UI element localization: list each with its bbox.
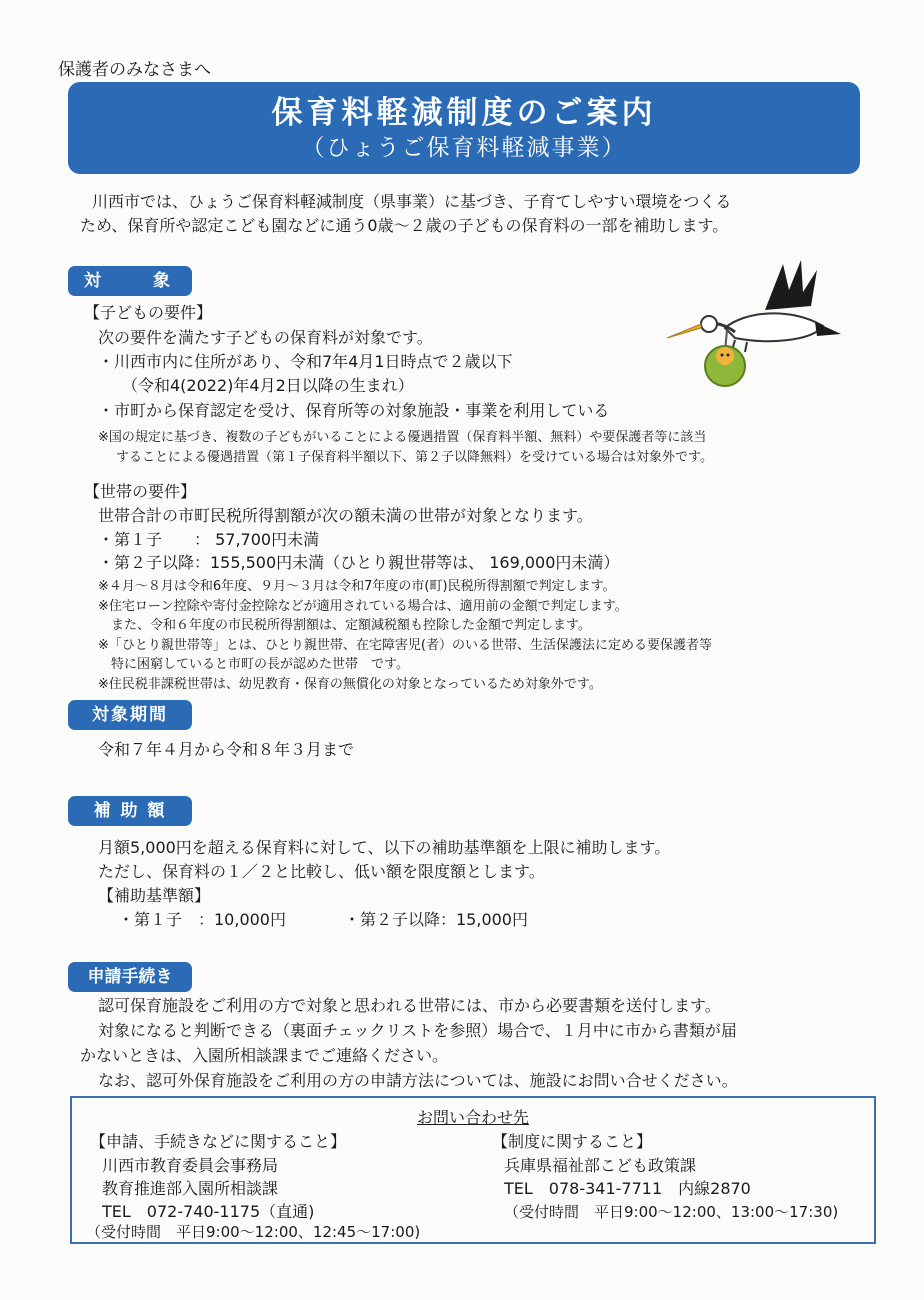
household-note: 特に困窮していると市町の長が認めた世帯 です。 (98, 657, 409, 672)
contact-left-hours: （受付時間 平日9:00～12:00、12:45～17:00) (86, 1223, 421, 1241)
application-line-3: かないときは、入園所相談課までご連絡ください。 (80, 1046, 449, 1065)
contact-right-hours: （受付時間 平日9:00～12:00、13:00～17:30) (504, 1203, 839, 1221)
application-line-2: 対象になると判断できる（裏面チェックリストを参照）場合で、１月中に市から書類が届 (98, 1021, 737, 1040)
contact-left-tel: TEL 072-740-1175（直通) (102, 1202, 315, 1221)
section-heading-application: 申請手続き (68, 962, 192, 992)
section-heading-target: 対 象 (68, 266, 192, 296)
subsidy-second-child: ・第２子以降：15,000円 (344, 910, 528, 929)
household-requirements-lead: 世帯合計の市町民税所得割額が次の額未満の世帯が対象となります。 (98, 506, 593, 525)
period-text: 令和７年４月から令和８年３月まで (98, 740, 355, 759)
contact-right-heading: 【制度に関すること】 (492, 1132, 653, 1151)
household-note: ※住民税非課税世帯は、幼児教育・保育の無償化の対象となっているため対象外です。 (98, 677, 602, 692)
child-requirement-certification: ・市町から保育認定を受け、保育所等の対象施設・事業を利用している (98, 401, 610, 420)
child-requirement-birth: （令和4(2022)年4月2日以降の生まれ） (122, 376, 414, 395)
page-title: 保育料軽減制度のご案内 (271, 95, 657, 131)
child-note-line-1: ※国の規定に基づき、複数の子どもがいることによる優遇措置（保育料半額、無料）や要保護者等に該当 (98, 430, 707, 445)
household-second-child: ・第２子以降：155,500円未満（ひとり親世帯等は、 169,000円未満） (98, 553, 620, 572)
addressee: 保護者のみなさまへ (58, 60, 211, 80)
contact-left-heading: 【申請、手続きなどに関すること】 (90, 1132, 347, 1151)
household-note: ※４月～８月は令和6年度、９月～３月は令和7年度の市(町)民税所得割額で判定します。 (98, 579, 616, 594)
contact-left-dept: 教育推進部入園所相談課 (102, 1179, 279, 1198)
contact-left-org: 川西市教育委員会事務局 (102, 1156, 279, 1175)
contact-box (70, 1096, 876, 1244)
child-note-line-2: することによる優遇措置（第１子保育料半額以下、第２子以降無料）を受けている場合は対象外です。 (116, 450, 713, 465)
subsidy-base-title: 【補助基準額】 (98, 886, 211, 905)
household-note: また、令和６年度の市民税所得割額は、定額減税額も控除した金額で判定します。 (98, 618, 591, 633)
subsidy-line-2: ただし、保育料の１／２と比較し、低い額を限度額とします。 (98, 862, 545, 881)
stork-illustration (665, 256, 845, 396)
household-first-child: ・第１子 ： 57,700円未満 (98, 530, 320, 549)
contact-title: お問い合わせ先 (416, 1108, 529, 1127)
child-requirement-residence: ・川西市内に住所があり、令和7年4月1日時点で２歳以下 (98, 352, 513, 371)
contact-right-org: 兵庫県福祉部こども政策課 (504, 1156, 697, 1175)
title-banner (68, 82, 860, 174)
household-note: ※「ひとり親世帯等」とは、ひとり親世帯、在宅障害児(者）のいる世帯、生活保護法に定める要保護者等 (98, 638, 712, 653)
child-requirements-title: 【子どもの要件】 (84, 303, 213, 322)
household-requirements-title: 【世帯の要件】 (84, 482, 197, 501)
subsidy-first-child: ・第１子 ：10,000円 (118, 910, 286, 929)
section-heading-period: 対象期間 (68, 700, 192, 730)
application-line-1: 認可保育施設をご利用の方で対象と思われる世帯には、市から必要書類を送付します。 (98, 996, 721, 1015)
intro-line-2: ため、保育所や認定こども園などに通う0歳～２歳の子どもの保育料の一部を補助します。 (80, 216, 729, 235)
household-note: ※住宅ローン控除や寄付金控除などが適用されている場合は、適用前の金額で判定します。 (98, 599, 628, 614)
application-line-4: なお、認可外保育施設をご利用の方の申請方法については、施設にお問い合せください。 (98, 1071, 738, 1090)
child-requirements-lead: 次の要件を満たす子どもの保育料が対象です。 (98, 328, 433, 347)
stork-icon (665, 256, 845, 396)
subsidy-line-1: 月額5,000円を超える保育料に対して、以下の補助基準額を上限に補助します。 (98, 838, 671, 857)
section-heading-subsidy: 補 助 額 (68, 796, 192, 826)
contact-right-tel: TEL 078-341-7711 内線2870 (504, 1179, 751, 1198)
intro-line-1: 川西市では、ひょうご保育料軽減制度（県事業）に基づき、子育てしやすい環境をつくる (92, 192, 732, 211)
page-subtitle: （ひょうご保育料軽減事業） (301, 135, 627, 161)
